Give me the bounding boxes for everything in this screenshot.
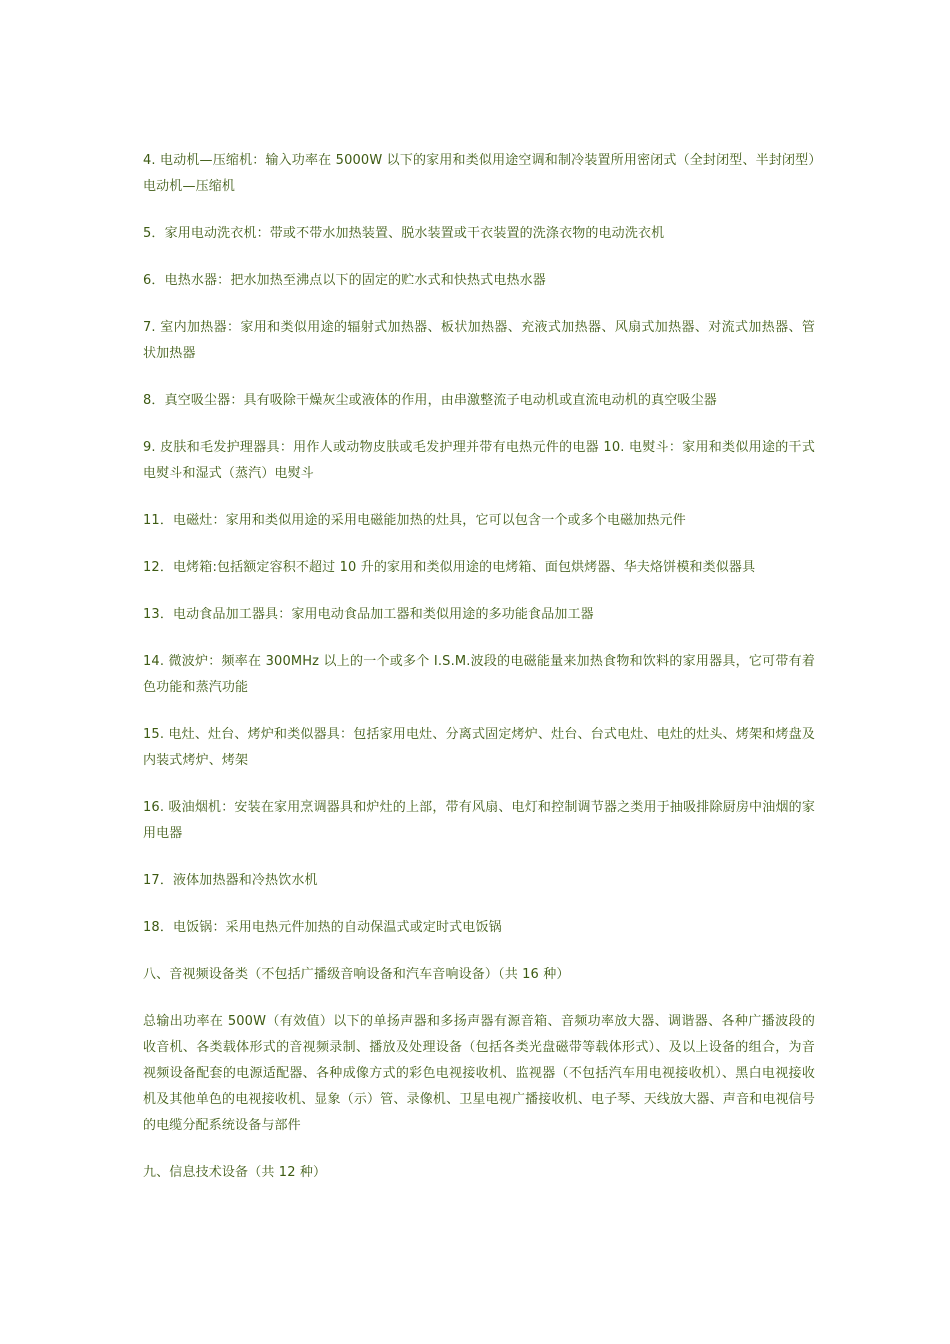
paragraph-audio-video-description: 总输出功率在 500W（有效值）以下的单扬声器和多扬声器有源音箱、音频功率放大器、调谐器、各种广播波段的收音机、各类载体形式的音视频录制、播放及处理设备（包括各类光盘磁带等载体形式）、及以上设备的组合，为音视频设备配套的电源适配器、各种成像方式的彩色电视接收机、监视器（不包括汽车用电视接收机）、黑白电视接收机及其他单色的电视接收机、显象（示）管、录像机、卫星电视广播接收机、电子琴、天线放大器、声音和电视信号的电缆分配系统设备与部件 — [143, 1014, 815, 1133]
paragraph-item-9-10: 9. 皮肤和毛发护理器具：用作人或动物皮肤或毛发护理并带有电热元件的电器 10. 电熨斗：家用和类似用途的干式电熨斗和湿式（蒸汽）电熨斗 — [143, 440, 815, 481]
paragraph-item-11: 11．电磁灶：家用和类似用途的采用电磁能加热的灶具，它可以包含一个或多个电磁加热元件 — [143, 513, 686, 528]
paragraph-item-6: 6．电热水器：把水加热至沸点以下的固定的贮水式和快热式电热水器 — [143, 273, 546, 288]
section-heading-audio-video: 八、音视频设备类（不包括广播级音响设备和汽车音响设备）（共 16 种） — [143, 967, 570, 982]
document-page — [143, 148, 815, 1207]
paragraph-item-17: 17．液体加热器和冷热饮水机 — [143, 873, 318, 888]
paragraph-item-16: 16. 吸油烟机：安装在家用烹调器具和炉灶的上部，带有风扇、电灯和控制调节器之类用于抽吸排除厨房中油烟的家用电器 — [143, 800, 815, 841]
paragraph-item-13: 13．电动食品加工器具：家用电动食品加工器和类似用途的多功能食品加工器 — [143, 607, 594, 622]
paragraph-item-4: 4. 电动机—压缩机：输入功率在 5000W 以下的家用和类似用途空调和制冷装置所用密闭式（全封闭型、半封闭型）电动机—压缩机 — [143, 153, 815, 194]
paragraph-item-8: 8．真空吸尘器：具有吸除干燥灰尘或液体的作用，由串激整流子电动机或直流电动机的真空吸尘器 — [143, 393, 717, 408]
paragraph-item-14: 14. 微波炉：频率在 300MHz 以上的一个或多个 I.S.M.波段的电磁能量来加热食物和饮料的家用器具，它可带有着色功能和蒸汽功能 — [143, 654, 815, 695]
paragraph-item-7: 7. 室内加热器：家用和类似用途的辐射式加热器、板状加热器、充液式加热器、风扇式加热器、对流式加热器、管状加热器 — [143, 320, 815, 361]
paragraph-item-5: 5．家用电动洗衣机：带或不带水加热装置、脱水装置或干衣装置的洗涤衣物的电动洗衣机 — [143, 226, 665, 241]
paragraph-item-12: 12．电烤箱:包括额定容积不超过 10 升的家用和类似用途的电烤箱、面包烘烤器、华夫烙饼模和类似器具 — [143, 560, 756, 575]
paragraph-item-18: 18．电饭锅：采用电热元件加热的自动保温式或定时式电饭锅 — [143, 920, 502, 935]
section-heading-information-technology: 九、信息技术设备（共 12 种） — [143, 1165, 327, 1180]
paragraph-item-15: 15. 电灶、灶台、烤炉和类似器具：包括家用电灶、分离式固定烤炉、灶台、台式电灶、电灶的灶头、烤架和烤盘及内装式烤炉、烤架 — [143, 727, 815, 768]
